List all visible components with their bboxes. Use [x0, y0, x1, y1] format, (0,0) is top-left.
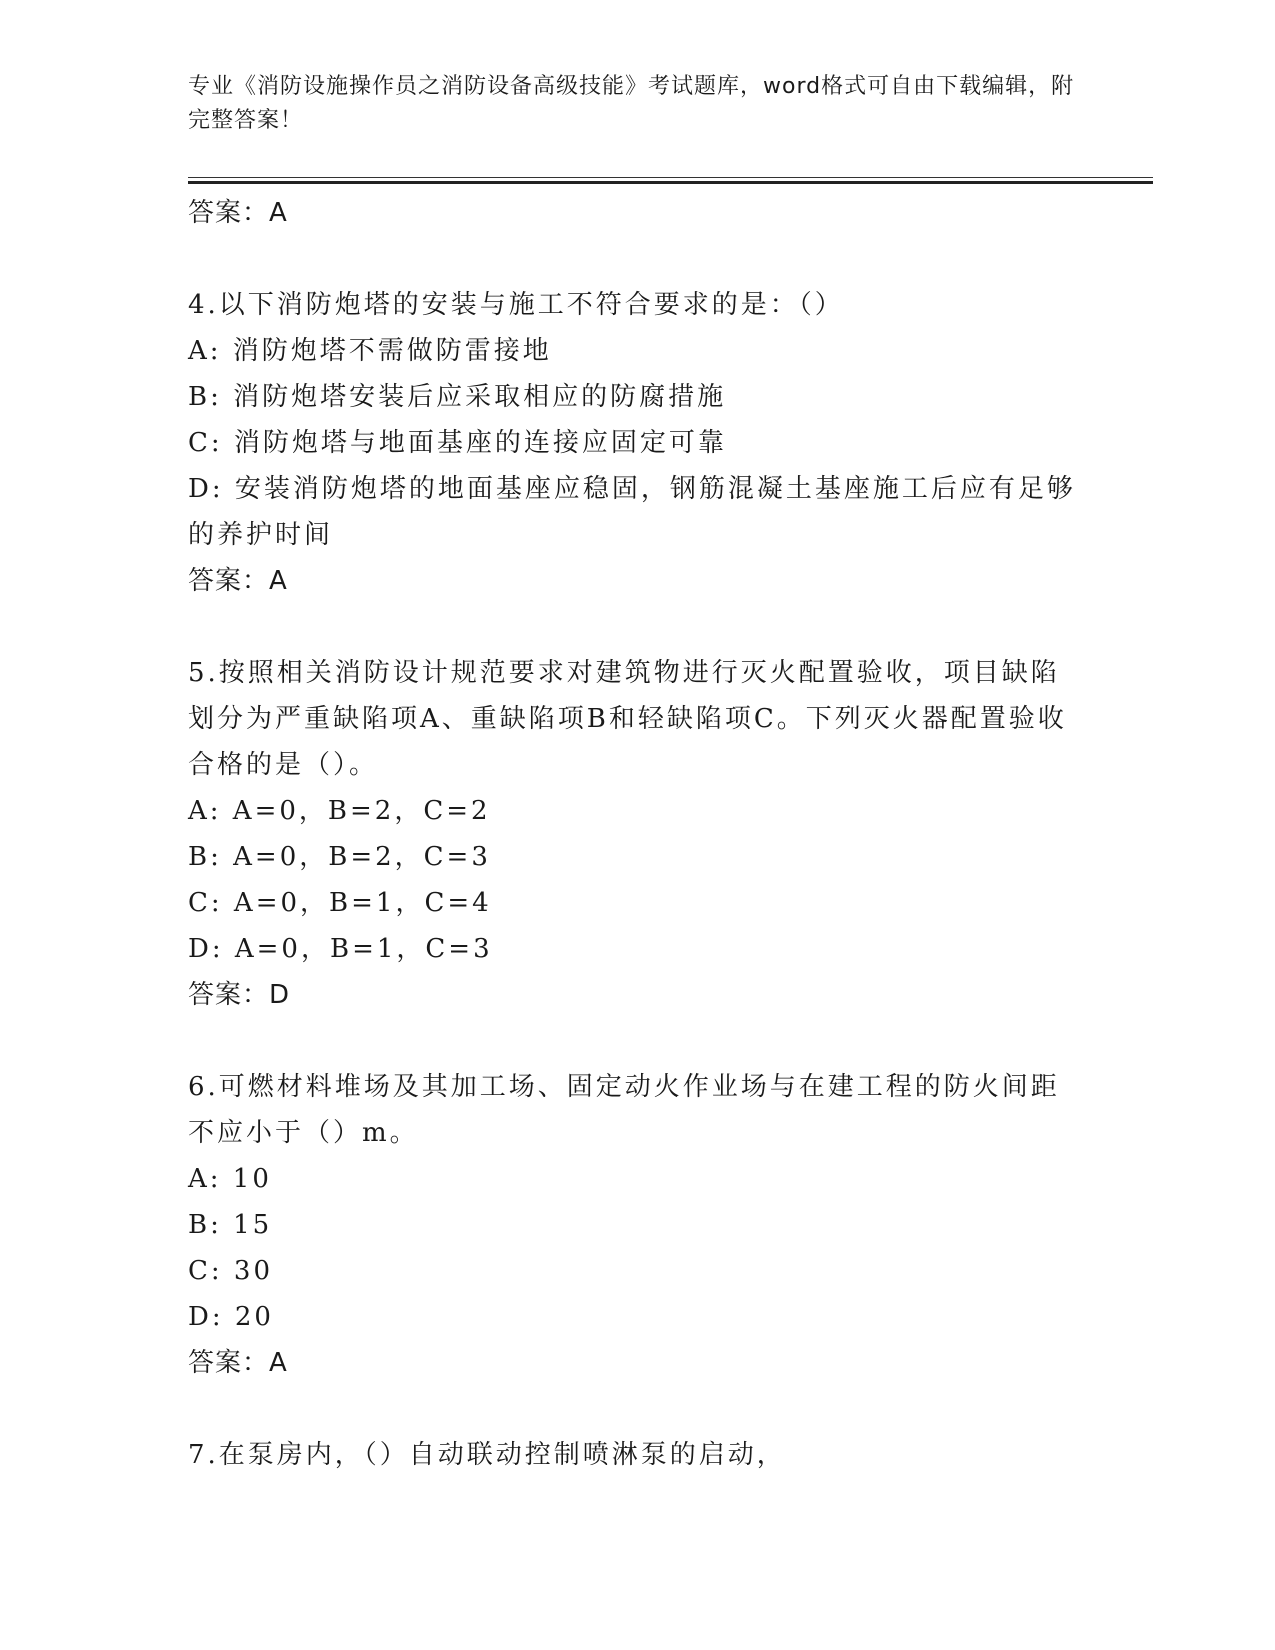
spacer	[188, 1018, 1088, 1064]
option-d: D: A=0，B=1，C=3	[188, 934, 493, 964]
question-5	[188, 650, 1088, 1018]
spacer	[188, 236, 1088, 282]
option-b: B: A=0，B=2，C=3	[188, 842, 491, 872]
answer: 答案：A	[188, 566, 288, 596]
option-d: D: 安装消防炮塔的地面基座应稳固，钢筋混凝土基座施工后应有足够的养护时间	[188, 474, 1076, 550]
question-stem: 6.可燃材料堆场及其加工场、固定动火作业场与在建工程的防火间距不应小于（）m。	[188, 1072, 1060, 1148]
question-6	[188, 1064, 1088, 1386]
header-divider-thin	[188, 177, 1153, 178]
option-c: C: 30	[188, 1256, 274, 1286]
option-b: B: 15	[188, 1210, 273, 1240]
question-stem: 4.以下消防炮塔的安装与施工不符合要求的是：（）	[188, 290, 844, 320]
option-c: C: 消防炮塔与地面基座的连接应固定可靠	[188, 428, 727, 458]
option-a: A: 消防炮塔不需做防雷接地	[188, 336, 552, 366]
header-divider-thick	[188, 181, 1153, 184]
question-list	[188, 190, 1088, 1478]
question-7	[188, 1432, 1088, 1478]
option-d: D: 20	[188, 1302, 274, 1332]
option-a: A: A=0，B=2，C=2	[188, 796, 491, 826]
answer: 答案：A	[188, 1348, 288, 1378]
spacer	[188, 1386, 1088, 1432]
spacer	[188, 604, 1088, 650]
previous-answer: 答案：A	[188, 198, 288, 228]
answer: 答案：D	[188, 980, 291, 1010]
document-header: 专业《消防设施操作员之消防设备高级技能》考试题库，word格式可自由下载编辑，附完整答案！	[188, 74, 1075, 133]
question-4	[188, 282, 1088, 604]
option-c: C: A=0，B=1，C=4	[188, 888, 492, 918]
question-stem: 5.按照相关消防设计规范要求对建筑物进行灭火配置验收，项目缺陷划分为严重缺陷项A、重缺陷项B和轻缺陷项C。下列灭火器配置验收合格的是（）。	[188, 658, 1067, 780]
question-stem: 7.在泵房内，（）自动联动控制喷淋泵的启动，	[188, 1440, 786, 1470]
option-b: B: 消防炮塔安装后应采取相应的防腐措施	[188, 382, 727, 412]
option-a: A: 10	[188, 1164, 272, 1194]
